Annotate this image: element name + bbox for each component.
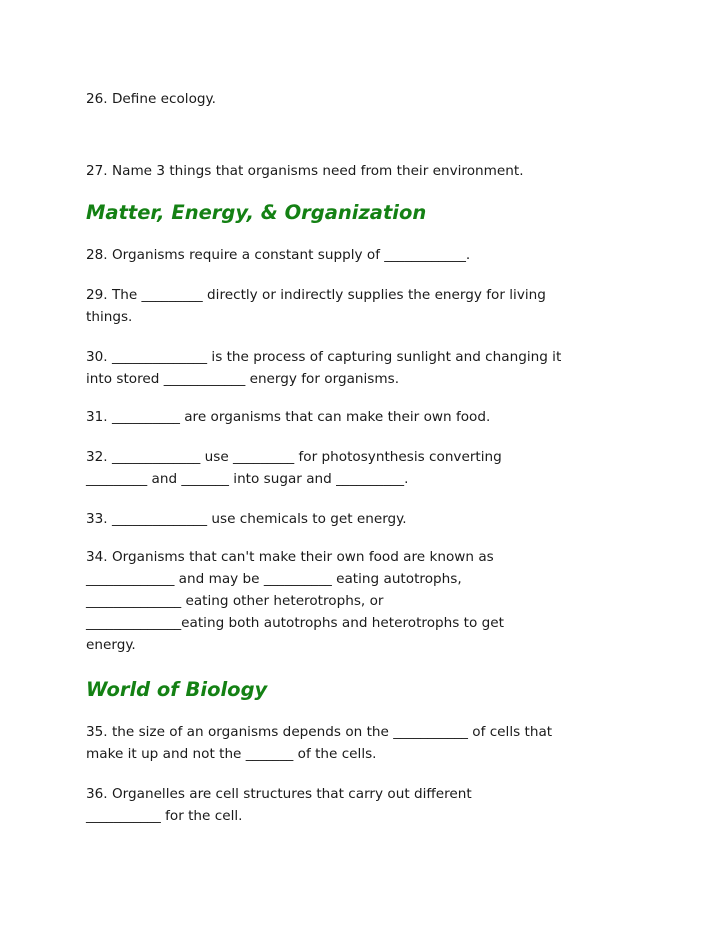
question-27: 27. Name 3 things that organisms need from their environment.	[86, 163, 524, 179]
section-heading-world-of-biology: World of Biology	[86, 678, 268, 701]
question-29: 29. The _________ directly or indirectly supplies the energy for living things.	[86, 287, 546, 325]
question-33: 33. ______________ use chemicals to get energy.	[86, 511, 407, 527]
question-36: 36. Organelles are cell structures that carry out different ___________ for the cell.	[86, 786, 472, 824]
question-34: 34. Organisms that can't make their own food are known as _____________ and may be __________ eating autotrophs, ______________ eating other heterotrophs, or ______________eating both autotrophs and heterotrophs to get energy.	[86, 549, 504, 653]
question-31: 31. __________ are organisms that can make their own food.	[86, 409, 491, 425]
question-28: 28. Organisms require a constant supply of ____________.	[86, 247, 471, 263]
question-30: 30. ______________ is the process of capturing sunlight and changing it into stored ____________ energy for organisms.	[86, 349, 562, 387]
question-35: 35. the size of an organisms depends on the ___________ of cells that make it up and not the _______ of the cells.	[86, 724, 553, 762]
question-32: 32. _____________ use _________ for photosynthesis converting _________ and _______ into sugar and __________.	[86, 449, 502, 487]
section-heading-matter-energy-organization: Matter, Energy, & Organization	[86, 201, 427, 224]
question-26: 26. Define ecology.	[86, 91, 216, 107]
